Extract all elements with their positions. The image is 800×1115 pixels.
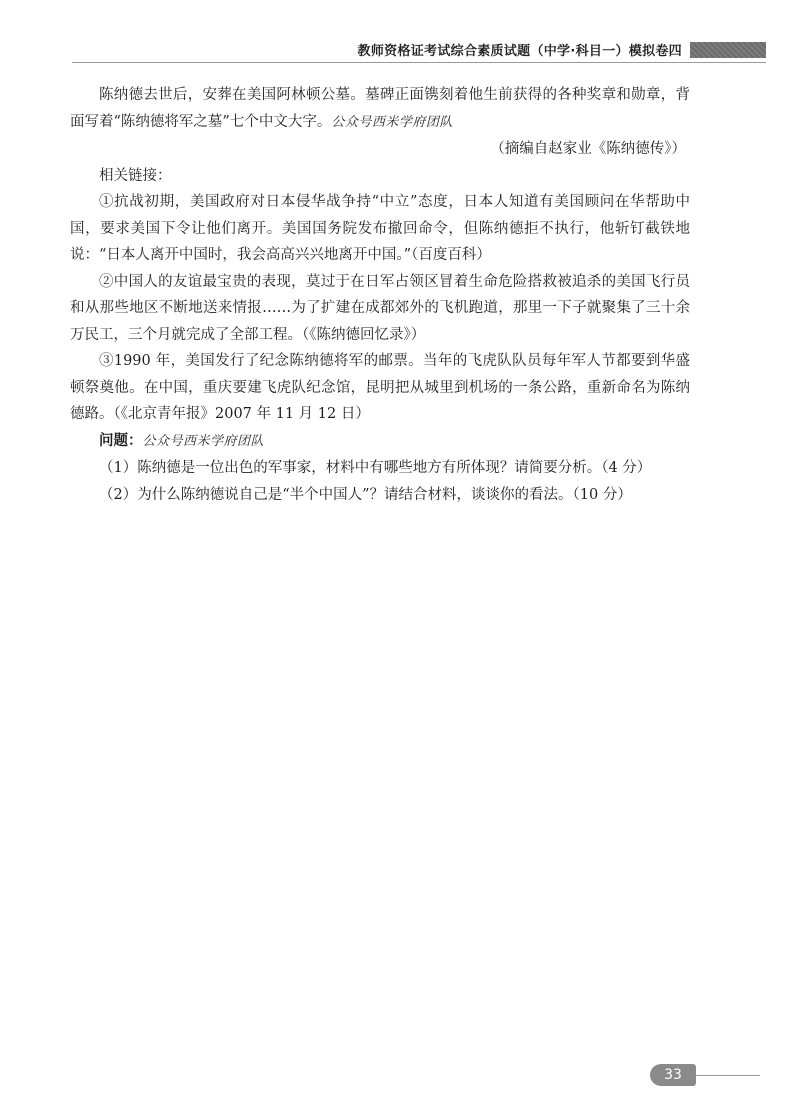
questions-watermark: 公众号西米学府团队 <box>142 433 265 449</box>
page-number: 33 <box>650 1064 696 1086</box>
link-item-2: ②中国人的友谊最宝贵的表现，莫过于在日军占领区冒着生命危险搭救被追杀的美国飞行员和从那些地区不断地送来情报……为了扩建在成都郊外的飞机跑道，那里一下子就聚集了三十余万民工，三个月就完成了全部工程。（《陈纳德回忆录》） <box>70 273 690 343</box>
question-item-1: （1）陈纳德是一位出色的军事家，材料中有哪些地方有所体现？请简要分析。（4 分） <box>99 460 652 476</box>
footer-rule <box>696 1075 760 1076</box>
page-content <box>70 82 690 508</box>
source-citation: （摘编自赵家业《陈纳德传》） <box>490 141 686 157</box>
questions-label: 问题： <box>99 431 143 449</box>
paragraph-burial <box>70 82 690 136</box>
header-decorative-bar <box>690 42 766 58</box>
header-title: 教师资格证考试综合素质试题（中学·科目一）模拟卷四 <box>357 44 682 59</box>
link-item-3: ③1990 年，美国发行了纪念陈纳德将军的邮票。当年的飞虎队队员每年军人节都要到华盛顿祭奠他。在中国，重庆要建飞虎队纪念馆，昆明把从城里到机场的一条公路，重新命名为陈纳德路。（《北京青年报》2007 年 11 月 12 日） <box>70 353 690 422</box>
questions-heading <box>70 428 690 456</box>
question-item-2: （2）为什么陈纳德说自己是“半个中国人”？请结合材料，谈谈你的看法。（10 分） <box>99 486 632 503</box>
page-header <box>0 38 800 62</box>
header-rule <box>72 62 766 63</box>
watermark-text: 公众号西米学府团队 <box>331 114 453 130</box>
links-heading: 相关链接： <box>99 167 172 184</box>
page-footer <box>0 1058 800 1088</box>
link-item-1: ①抗战初期，美国政府对日本侵华战争持“中立”态度，日本人知道有美国顾问在华帮助中国，要求美国下令让他们离开。美国国务院发布撤回命令，但陈纳德拒不执行，他斩钉截铁地说：“日本人离开中国时，我会高高兴兴地离开中国。”（百度百科） <box>70 194 690 263</box>
paragraph-burial-text: 陈纳德去世后，安葬在美国阿林顿公墓。墓碑正面镌刻着他生前获得的各种奖章和勋章，背面写着“陈纳德将军之墓”七个中文大字。 <box>70 87 690 130</box>
